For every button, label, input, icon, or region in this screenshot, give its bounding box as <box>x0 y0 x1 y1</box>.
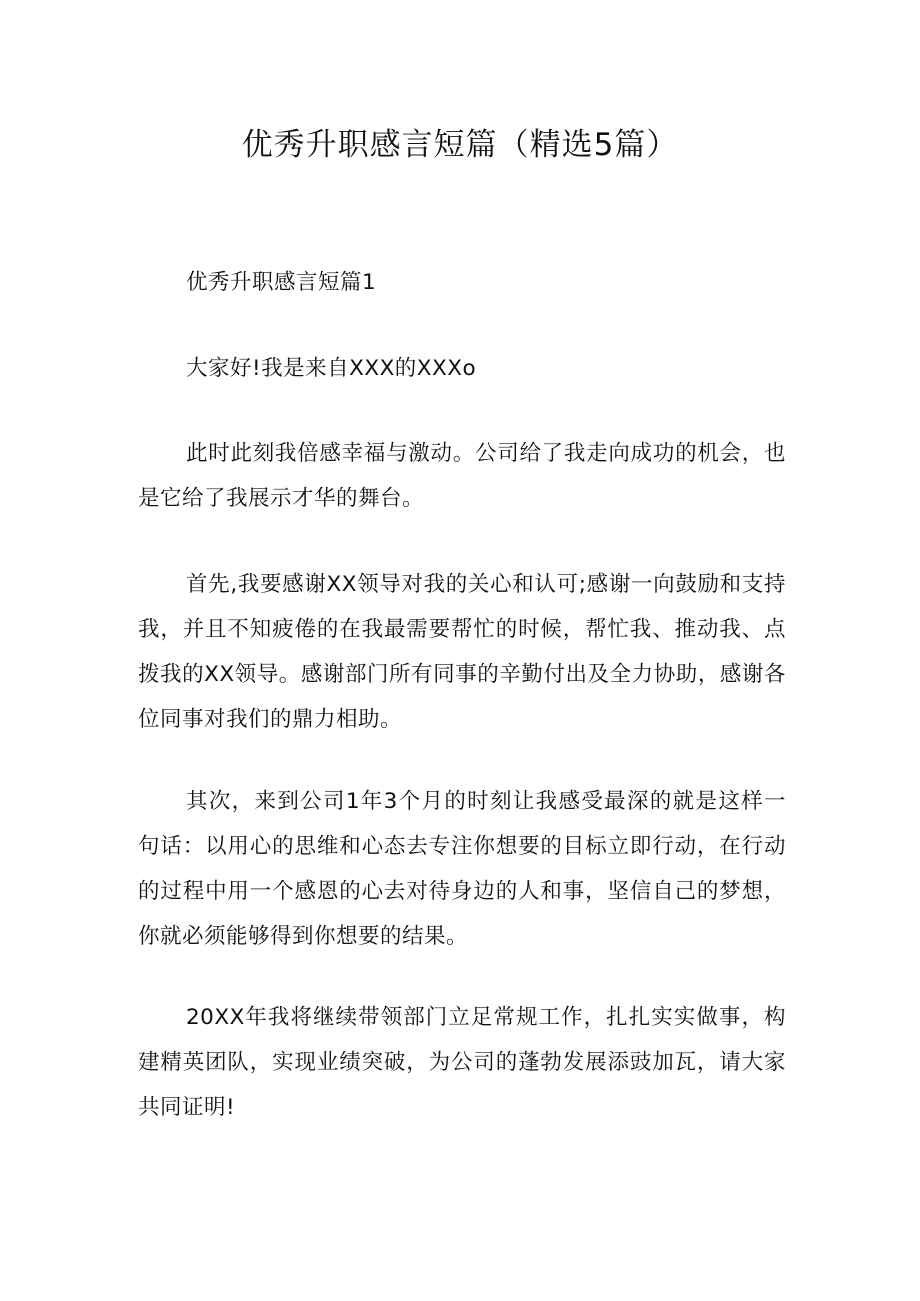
paragraph-greeting: 大家好!我是来自XXX的XXXo <box>186 356 477 381</box>
paragraph-reflection: 其次，来到公司1年3个月的时刻让我感受最深的就是这样一句话：以用心的思维和心态去专注你想要的目标立即行动，在行动的过程中用一个感恩的心去对待身边的人和事，坚信自己的梦想，你就必须能够得到你想要的结果。 <box>138 789 786 949</box>
paragraph-future-plan: 20XX年我将继续带领部门立足常规工作，扎扎实实做事，构建精英团队，实现业绩突破，为公司的蓬勃发展添豉加瓦，请大家共同证明! <box>138 1005 786 1120</box>
document-title: 优秀升职感言短篇（精选5篇） <box>241 127 679 163</box>
section-heading: 优秀升职感言短篇1 <box>186 270 377 295</box>
paragraph-thanks-leaders: 首先,我要感谢XX领导对我的关心和认可;感谢一向鼓励和支持我，并且不知疲倦的在我最需要帮忙的时候，帮忙我、推动我、点拨我的XX领导。感谢部门所有同事的辛勤付出及全力协助，感谢各位同事对我们的鼎力相助。 <box>138 572 786 732</box>
paragraph-gratitude-opening: 此时此刻我倍感幸福与激动。公司给了我走向成功的机会，也是它给了我展示才华的舞台。 <box>138 441 786 511</box>
